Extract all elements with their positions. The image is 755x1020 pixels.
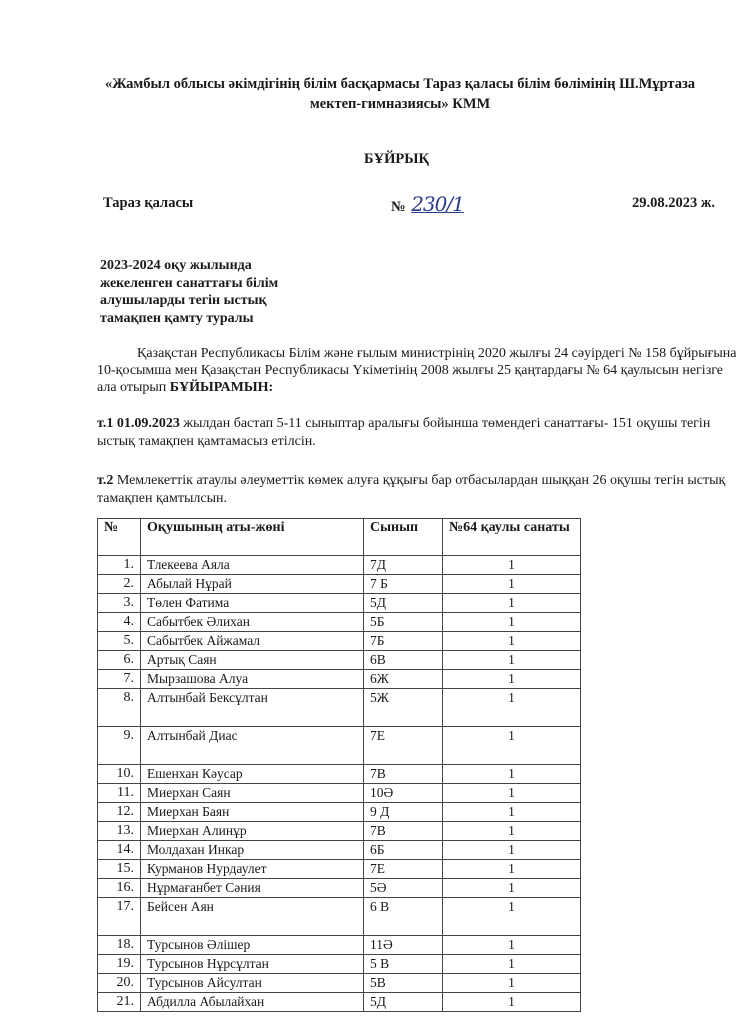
student-class: 10Ә <box>364 784 443 803</box>
row-number: 13. <box>98 822 141 841</box>
category-value: 1 <box>443 936 581 955</box>
table-row <box>98 670 581 689</box>
category-value: 1 <box>443 879 581 898</box>
table-row <box>98 993 581 1012</box>
row-number: 9. <box>98 727 141 765</box>
row-number: 20. <box>98 974 141 993</box>
category-value: 1 <box>443 898 581 936</box>
row-number: 2. <box>98 575 141 594</box>
row-number: 7. <box>98 670 141 689</box>
order-subject: 2023-2024 оқу жылында жекеленген санаттағы білім алушыларды тегін ыстық тамақпен қамту туралы <box>100 258 279 326</box>
student-class: 6Б <box>364 841 443 860</box>
table-row <box>98 727 581 765</box>
category-value: 1 <box>443 613 581 632</box>
col-header-number: № <box>98 519 141 556</box>
table-header-row <box>98 519 581 556</box>
category-value: 1 <box>443 860 581 879</box>
student-name: Ешенхан Кәусар <box>141 765 364 784</box>
student-name: Тлекеева Аяла <box>141 556 364 575</box>
category-value: 1 <box>443 651 581 670</box>
row-number: 1. <box>98 556 141 575</box>
col-header-name: Оқушының аты-жөні <box>141 519 364 556</box>
category-value: 1 <box>443 575 581 594</box>
table-row <box>98 689 581 727</box>
table-row <box>98 613 581 632</box>
student-name: Алтынбай Диас <box>141 727 364 765</box>
table-row <box>98 803 581 822</box>
student-name: Артық Саян <box>141 651 364 670</box>
student-class: 6Ж <box>364 670 443 689</box>
command-word: БҰЙЫРАМЫН: <box>169 380 274 395</box>
row-number: 5. <box>98 632 141 651</box>
row-number: 3. <box>98 594 141 613</box>
point-2-label: т.2 <box>97 473 114 488</box>
row-number: 18. <box>98 936 141 955</box>
legal-basis <box>97 345 737 396</box>
table-row <box>98 841 581 860</box>
row-number: 12. <box>98 803 141 822</box>
student-class: 9 Д <box>364 803 443 822</box>
student-name: Миерхан Баян <box>141 803 364 822</box>
table-row <box>98 860 581 879</box>
row-number: 14. <box>98 841 141 860</box>
row-number: 6. <box>98 651 141 670</box>
order-number <box>391 192 464 216</box>
student-class: 5Ж <box>364 689 443 727</box>
student-name: Миерхан Алинұр <box>141 822 364 841</box>
student-name: Төлен Фатима <box>141 594 364 613</box>
student-class: 6 В <box>364 898 443 936</box>
student-name: Турсынов Әлішер <box>141 936 364 955</box>
student-name: Курманов Нурдаулет <box>141 860 364 879</box>
row-number: 21. <box>98 993 141 1012</box>
student-class: 7 Б <box>364 575 443 594</box>
student-name: Турсынов Нұрсұлтан <box>141 955 364 974</box>
student-class: 7Е <box>364 860 443 879</box>
category-value: 1 <box>443 841 581 860</box>
point-2-text: Мемлекеттік атаулы әлеуметтік көмек алуға құқығы бар отбасылардан шыққан 26 оқушы тегін ыстық тамақпен қамтылсын. <box>97 473 726 506</box>
table-row <box>98 594 581 613</box>
student-class: 6В <box>364 651 443 670</box>
table-row <box>98 651 581 670</box>
row-number: 8. <box>98 689 141 727</box>
student-name: Миерхан Саян <box>141 784 364 803</box>
student-class: 5Б <box>364 613 443 632</box>
category-value: 1 <box>443 803 581 822</box>
category-value: 1 <box>443 727 581 765</box>
student-class: 7Е <box>364 727 443 765</box>
city-label: Тараз қаласы <box>103 195 194 211</box>
student-name: Нұрмағанбет Сәния <box>141 879 364 898</box>
table-row <box>98 879 581 898</box>
student-class: 7В <box>364 822 443 841</box>
category-value: 1 <box>443 594 581 613</box>
col-header-category: №64 қаулы санаты <box>443 519 581 556</box>
order-date: 29.08.2023 ж. <box>632 195 716 211</box>
number-sign: № <box>391 199 406 215</box>
row-number: 15. <box>98 860 141 879</box>
table-row <box>98 556 581 575</box>
table-row <box>98 822 581 841</box>
table-row <box>98 936 581 955</box>
document-title: БҰЙРЫҚ <box>364 151 429 167</box>
student-name: Абдилла Абылайхан <box>141 993 364 1012</box>
category-value: 1 <box>443 784 581 803</box>
students-table <box>97 518 581 1012</box>
category-value: 1 <box>443 670 581 689</box>
row-number: 17. <box>98 898 141 936</box>
point-2 <box>97 472 737 508</box>
table-row <box>98 632 581 651</box>
row-number: 16. <box>98 879 141 898</box>
basis-text: Қазақстан Республикасы Білім және ғылым министрінің 2020 жылғы 24 сәуірдегі № 158 бұйрығына 10-қосымша мен Қазақстан Республикасы Үкіметінің 2008 жылғы 25 қаңтардағы № 64 қаулысын негізге ала отырып <box>97 346 737 395</box>
point-1-label: т.1 01.09.2023 <box>97 416 180 431</box>
student-name: Бейсен Аян <box>141 898 364 936</box>
student-class: 5Ә <box>364 879 443 898</box>
row-number: 4. <box>98 613 141 632</box>
category-value: 1 <box>443 955 581 974</box>
handwritten-number: 230/1 <box>411 192 464 216</box>
point-1 <box>97 415 737 451</box>
category-value: 1 <box>443 993 581 1012</box>
student-name: Алтынбай Бексұлтан <box>141 689 364 727</box>
category-value: 1 <box>443 689 581 727</box>
table-row <box>98 898 581 936</box>
row-number: 10. <box>98 765 141 784</box>
student-class: 5 В <box>364 955 443 974</box>
category-value: 1 <box>443 974 581 993</box>
student-class: 11Ә <box>364 936 443 955</box>
row-number: 11. <box>98 784 141 803</box>
category-value: 1 <box>443 765 581 784</box>
student-class: 7В <box>364 765 443 784</box>
table-row <box>98 765 581 784</box>
student-class: 7Б <box>364 632 443 651</box>
col-header-class: Сынып <box>364 519 443 556</box>
student-class: 5Д <box>364 993 443 1012</box>
student-name: Сабытбек Әлихан <box>141 613 364 632</box>
student-name: Абылай Нұрай <box>141 575 364 594</box>
table-row <box>98 955 581 974</box>
student-name: Турсынов Айсултан <box>141 974 364 993</box>
row-number: 19. <box>98 955 141 974</box>
organization-heading: «Жамбыл облысы әкімдігінің білім басқармасы Тараз қаласы білім бөлімінің Ш.Мұртаза мектеп-гимназиясы» КММ <box>104 76 696 112</box>
category-value: 1 <box>443 822 581 841</box>
student-class: 7Д <box>364 556 443 575</box>
point-1-text: жылдан бастап 5-11 сыныптар аралығы бойынша төмендегі санаттағы- 151 оқушы тегін ыстық тамақпен қамтамасыз етілсін. <box>97 416 711 449</box>
table-row <box>98 974 581 993</box>
student-name: Мырзашова Алуа <box>141 670 364 689</box>
table-row <box>98 575 581 594</box>
table-row <box>98 784 581 803</box>
student-name: Сабытбек Айжамал <box>141 632 364 651</box>
student-class: 5В <box>364 974 443 993</box>
category-value: 1 <box>443 632 581 651</box>
student-name: Молдахан Инкар <box>141 841 364 860</box>
student-class: 5Д <box>364 594 443 613</box>
category-value: 1 <box>443 556 581 575</box>
